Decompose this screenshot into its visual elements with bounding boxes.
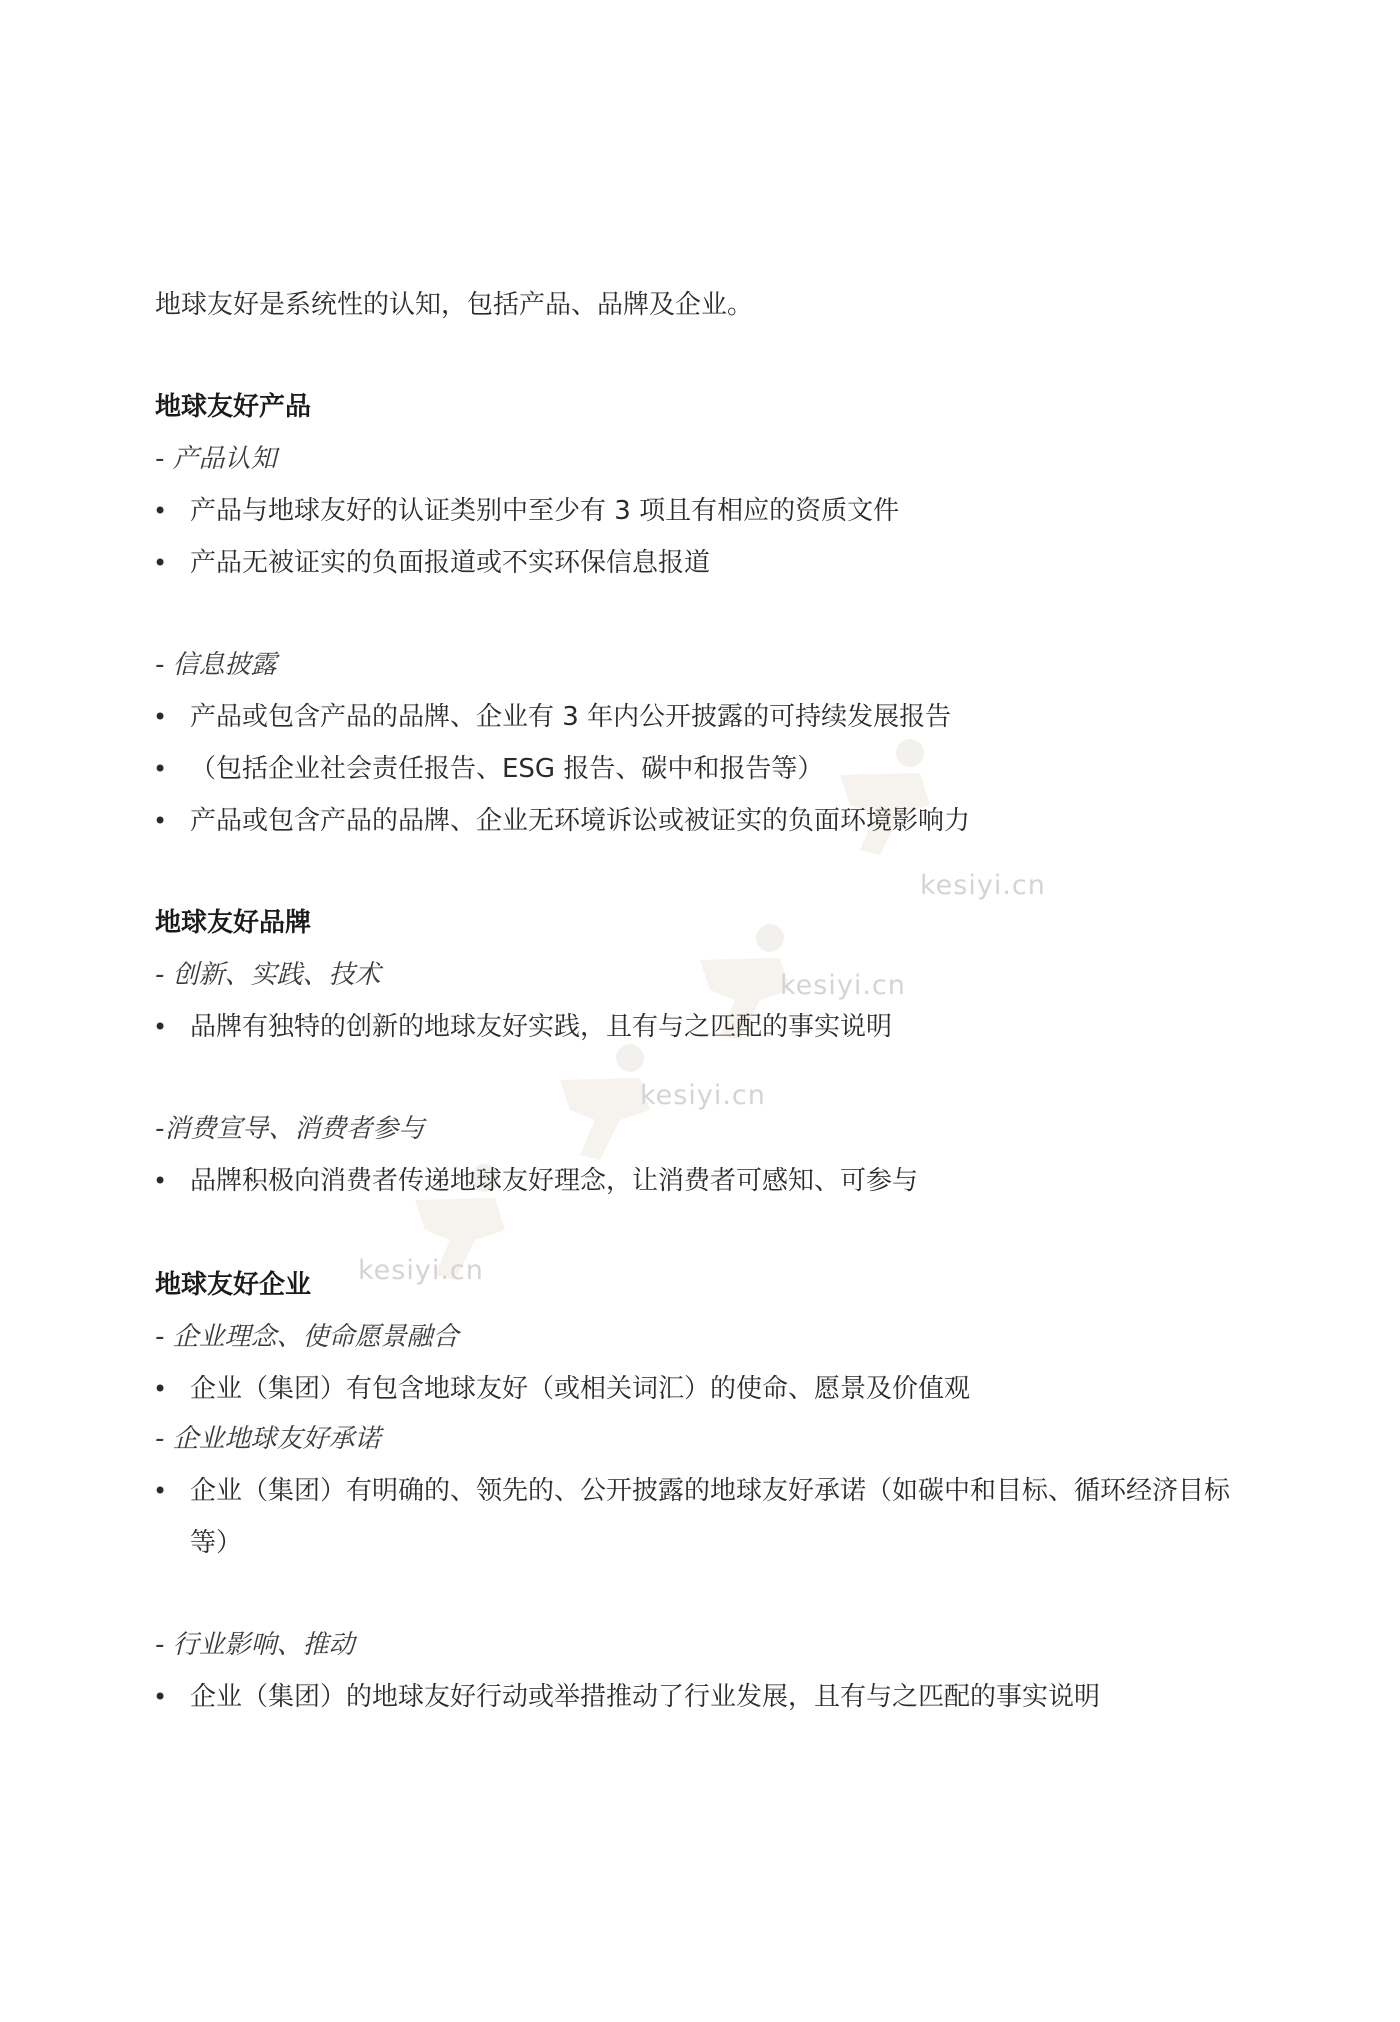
- subheading-info-disclosure: - 信息披露: [155, 650, 277, 680]
- bullet-icon: •: [153, 1167, 168, 1195]
- list-item: 企业（集团）的地球友好行动或举措推动了行业发展，且有与之匹配的事实说明: [190, 1682, 1101, 1712]
- watermark-text: kesiyi.cn: [640, 1080, 766, 1111]
- watermark-text: kesiyi.cn: [920, 870, 1046, 901]
- bullet-icon: •: [153, 755, 168, 783]
- list-item: 企业（集团）有明确的、领先的、公开披露的地球友好承诺（如碳中和目标、循环经济目标等）: [190, 1476, 1231, 1558]
- bullet-icon: •: [153, 497, 168, 525]
- bullet-icon: •: [153, 1683, 168, 1711]
- section-title-brand: 地球友好品牌: [155, 908, 312, 938]
- bullet-icon: •: [153, 1477, 168, 1505]
- bullet-icon: •: [153, 549, 168, 577]
- bullet-icon: •: [153, 703, 168, 731]
- list-item: 产品无被证实的负面报道或不实环保信息报道: [190, 548, 711, 578]
- bullet-icon: •: [153, 807, 168, 835]
- subheading-consumer: -消费宣导、消费者参与: [155, 1114, 425, 1144]
- subheading-product-recognition: - 产品认知: [155, 444, 277, 474]
- bullet-icon: •: [153, 1375, 168, 1403]
- list-item: （包括企业社会责任报告、ESG 报告、碳中和报告等）: [190, 754, 824, 784]
- list-item: 品牌有独特的创新的地球友好实践，且有与之匹配的事实说明: [190, 1012, 893, 1042]
- list-item: 产品或包含产品的品牌、企业有 3 年内公开披露的可持续发展报告: [190, 702, 952, 732]
- list-item: 品牌积极向消费者传递地球友好理念，让消费者可感知、可参与: [190, 1166, 919, 1196]
- subheading-commitment: - 企业地球友好承诺: [155, 1424, 381, 1454]
- list-item: 企业（集团）有包含地球友好（或相关词汇）的使命、愿景及价值观: [190, 1374, 971, 1404]
- list-item: 产品与地球友好的认证类别中至少有 3 项且有相应的资质文件: [190, 496, 900, 526]
- section-title-enterprise: 地球友好企业: [155, 1270, 312, 1300]
- subheading-mission: - 企业理念、使命愿景融合: [155, 1322, 459, 1352]
- subheading-innovation: - 创新、实践、技术: [155, 960, 381, 990]
- subheading-industry: - 行业影响、推动: [155, 1630, 355, 1660]
- watermark-text: kesiyi.cn: [780, 970, 906, 1001]
- watermark-text: kesiyi.cn: [358, 1255, 484, 1286]
- section-title-product: 地球友好产品: [155, 392, 312, 422]
- bullet-icon: •: [153, 1013, 168, 1041]
- list-item: 产品或包含产品的品牌、企业无环境诉讼或被证实的负面环境影响力: [190, 806, 971, 836]
- intro-paragraph: 地球友好是系统性的认知，包括产品、品牌及企业。: [155, 290, 754, 320]
